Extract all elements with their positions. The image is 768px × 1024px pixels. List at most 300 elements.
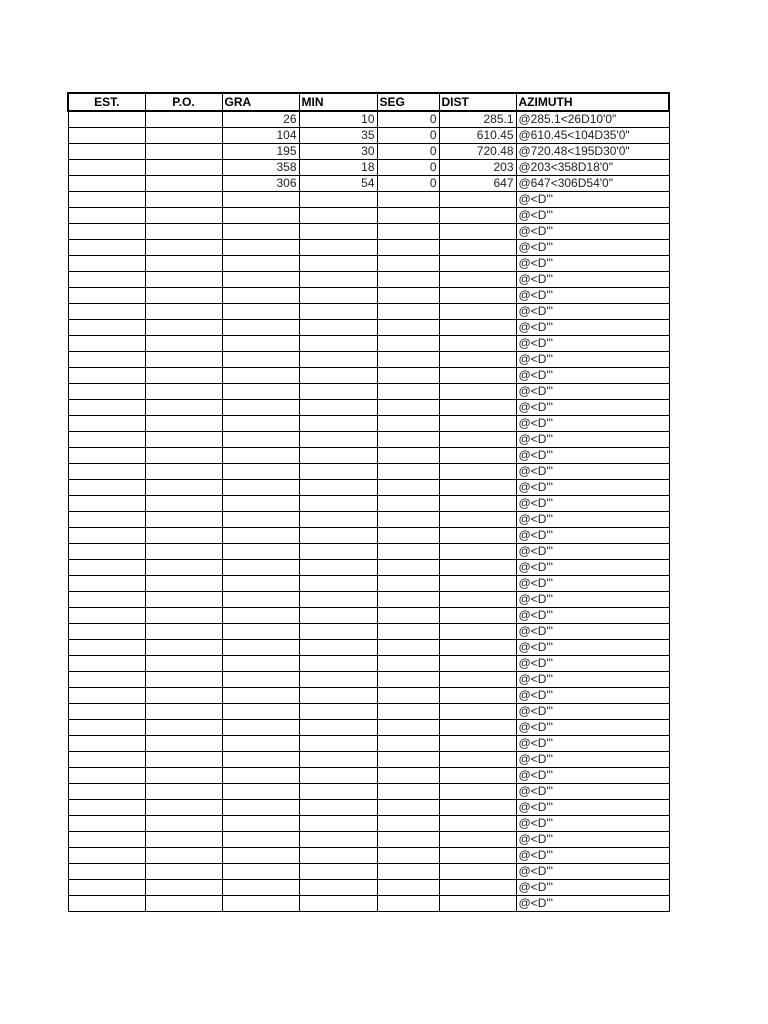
po-cell[interactable] bbox=[145, 512, 222, 528]
header-seg[interactable]: SEG bbox=[377, 93, 439, 111]
seg-cell[interactable] bbox=[377, 752, 439, 768]
header-po[interactable]: P.O. bbox=[145, 93, 222, 111]
gra-cell[interactable] bbox=[222, 592, 299, 608]
est-cell[interactable] bbox=[68, 544, 145, 560]
min-cell[interactable] bbox=[299, 464, 377, 480]
dist-cell[interactable] bbox=[439, 240, 516, 256]
azimuth-cell[interactable]: @<D'" bbox=[516, 592, 669, 608]
est-cell[interactable] bbox=[68, 672, 145, 688]
seg-cell[interactable] bbox=[377, 320, 439, 336]
dist-cell[interactable] bbox=[439, 480, 516, 496]
gra-cell[interactable] bbox=[222, 480, 299, 496]
seg-cell[interactable] bbox=[377, 624, 439, 640]
azimuth-cell[interactable]: @<D'" bbox=[516, 880, 669, 896]
azimuth-cell[interactable]: @<D'" bbox=[516, 272, 669, 288]
seg-cell[interactable] bbox=[377, 400, 439, 416]
min-cell[interactable]: 10 bbox=[299, 111, 377, 128]
seg-cell[interactable] bbox=[377, 384, 439, 400]
po-cell[interactable] bbox=[145, 560, 222, 576]
seg-cell[interactable] bbox=[377, 864, 439, 880]
azimuth-cell[interactable]: @<D'" bbox=[516, 832, 669, 848]
azimuth-cell[interactable]: @<D'" bbox=[516, 688, 669, 704]
gra-cell[interactable] bbox=[222, 640, 299, 656]
min-cell[interactable] bbox=[299, 560, 377, 576]
gra-cell[interactable] bbox=[222, 784, 299, 800]
gra-cell[interactable] bbox=[222, 816, 299, 832]
gra-cell[interactable] bbox=[222, 352, 299, 368]
min-cell[interactable] bbox=[299, 688, 377, 704]
azimuth-cell[interactable]: @<D'" bbox=[516, 544, 669, 560]
seg-cell[interactable] bbox=[377, 880, 439, 896]
est-cell[interactable] bbox=[68, 512, 145, 528]
est-cell[interactable] bbox=[68, 800, 145, 816]
gra-cell[interactable] bbox=[222, 416, 299, 432]
po-cell[interactable] bbox=[145, 736, 222, 752]
azimuth-cell[interactable]: @<D'" bbox=[516, 704, 669, 720]
est-cell[interactable] bbox=[68, 560, 145, 576]
dist-cell[interactable]: 720.48 bbox=[439, 144, 516, 160]
est-cell[interactable] bbox=[68, 224, 145, 240]
est-cell[interactable] bbox=[68, 784, 145, 800]
min-cell[interactable] bbox=[299, 256, 377, 272]
min-cell[interactable] bbox=[299, 640, 377, 656]
po-cell[interactable] bbox=[145, 672, 222, 688]
dist-cell[interactable] bbox=[439, 848, 516, 864]
est-cell[interactable] bbox=[68, 111, 145, 128]
po-cell[interactable] bbox=[145, 624, 222, 640]
dist-cell[interactable] bbox=[439, 304, 516, 320]
gra-cell[interactable] bbox=[222, 448, 299, 464]
azimuth-cell[interactable]: @<D'" bbox=[516, 416, 669, 432]
dist-cell[interactable] bbox=[439, 768, 516, 784]
gra-cell[interactable] bbox=[222, 288, 299, 304]
gra-cell[interactable] bbox=[222, 272, 299, 288]
azimuth-cell[interactable]: @<D'" bbox=[516, 304, 669, 320]
seg-cell[interactable]: 0 bbox=[377, 144, 439, 160]
gra-cell[interactable] bbox=[222, 240, 299, 256]
est-cell[interactable] bbox=[68, 704, 145, 720]
min-cell[interactable] bbox=[299, 544, 377, 560]
gra-cell[interactable] bbox=[222, 672, 299, 688]
min-cell[interactable] bbox=[299, 816, 377, 832]
dist-cell[interactable] bbox=[439, 816, 516, 832]
po-cell[interactable] bbox=[145, 288, 222, 304]
seg-cell[interactable] bbox=[377, 336, 439, 352]
min-cell[interactable] bbox=[299, 768, 377, 784]
est-cell[interactable] bbox=[68, 384, 145, 400]
po-cell[interactable] bbox=[145, 368, 222, 384]
po-cell[interactable] bbox=[145, 720, 222, 736]
min-cell[interactable] bbox=[299, 304, 377, 320]
dist-cell[interactable] bbox=[439, 656, 516, 672]
po-cell[interactable] bbox=[145, 176, 222, 192]
gra-cell[interactable] bbox=[222, 320, 299, 336]
dist-cell[interactable] bbox=[439, 224, 516, 240]
dist-cell[interactable] bbox=[439, 256, 516, 272]
gra-cell[interactable] bbox=[222, 560, 299, 576]
est-cell[interactable] bbox=[68, 304, 145, 320]
seg-cell[interactable] bbox=[377, 352, 439, 368]
seg-cell[interactable] bbox=[377, 304, 439, 320]
est-cell[interactable] bbox=[68, 768, 145, 784]
dist-cell[interactable] bbox=[439, 416, 516, 432]
seg-cell[interactable] bbox=[377, 256, 439, 272]
est-cell[interactable] bbox=[68, 688, 145, 704]
seg-cell[interactable] bbox=[377, 448, 439, 464]
min-cell[interactable] bbox=[299, 704, 377, 720]
azimuth-cell[interactable]: @<D'" bbox=[516, 240, 669, 256]
min-cell[interactable] bbox=[299, 368, 377, 384]
seg-cell[interactable] bbox=[377, 576, 439, 592]
est-cell[interactable] bbox=[68, 208, 145, 224]
min-cell[interactable] bbox=[299, 400, 377, 416]
gra-cell[interactable] bbox=[222, 736, 299, 752]
azimuth-cell[interactable]: @<D'" bbox=[516, 400, 669, 416]
dist-cell[interactable] bbox=[439, 272, 516, 288]
po-cell[interactable] bbox=[145, 240, 222, 256]
dist-cell[interactable] bbox=[439, 704, 516, 720]
po-cell[interactable] bbox=[145, 336, 222, 352]
est-cell[interactable] bbox=[68, 480, 145, 496]
azimuth-cell[interactable]: @<D'" bbox=[516, 816, 669, 832]
seg-cell[interactable] bbox=[377, 224, 439, 240]
seg-cell[interactable] bbox=[377, 432, 439, 448]
gra-cell[interactable] bbox=[222, 848, 299, 864]
azimuth-cell[interactable]: @<D'" bbox=[516, 560, 669, 576]
dist-cell[interactable] bbox=[439, 448, 516, 464]
est-cell[interactable] bbox=[68, 832, 145, 848]
seg-cell[interactable] bbox=[377, 672, 439, 688]
azimuth-cell[interactable]: @<D'" bbox=[516, 576, 669, 592]
min-cell[interactable]: 54 bbox=[299, 176, 377, 192]
gra-cell[interactable] bbox=[222, 384, 299, 400]
min-cell[interactable] bbox=[299, 880, 377, 896]
dist-cell[interactable] bbox=[439, 784, 516, 800]
min-cell[interactable] bbox=[299, 272, 377, 288]
azimuth-cell[interactable]: @610.45<104D35'0" bbox=[516, 128, 669, 144]
azimuth-cell[interactable]: @<D'" bbox=[516, 320, 669, 336]
min-cell[interactable] bbox=[299, 512, 377, 528]
min-cell[interactable]: 35 bbox=[299, 128, 377, 144]
gra-cell[interactable]: 26 bbox=[222, 111, 299, 128]
azimuth-cell[interactable]: @<D'" bbox=[516, 720, 669, 736]
est-cell[interactable] bbox=[68, 144, 145, 160]
azimuth-cell[interactable]: @<D'" bbox=[516, 288, 669, 304]
azimuth-cell[interactable]: @647<306D54'0" bbox=[516, 176, 669, 192]
est-cell[interactable] bbox=[68, 128, 145, 144]
gra-cell[interactable] bbox=[222, 864, 299, 880]
po-cell[interactable] bbox=[145, 352, 222, 368]
dist-cell[interactable] bbox=[439, 624, 516, 640]
est-cell[interactable] bbox=[68, 880, 145, 896]
po-cell[interactable] bbox=[145, 304, 222, 320]
po-cell[interactable] bbox=[145, 688, 222, 704]
dist-cell[interactable] bbox=[439, 720, 516, 736]
po-cell[interactable] bbox=[145, 432, 222, 448]
seg-cell[interactable]: 0 bbox=[377, 111, 439, 128]
seg-cell[interactable]: 0 bbox=[377, 160, 439, 176]
header-min[interactable]: MIN bbox=[299, 93, 377, 111]
seg-cell[interactable] bbox=[377, 464, 439, 480]
est-cell[interactable] bbox=[68, 272, 145, 288]
min-cell[interactable] bbox=[299, 800, 377, 816]
seg-cell[interactable] bbox=[377, 736, 439, 752]
seg-cell[interactable] bbox=[377, 192, 439, 208]
po-cell[interactable] bbox=[145, 752, 222, 768]
est-cell[interactable] bbox=[68, 288, 145, 304]
seg-cell[interactable] bbox=[377, 656, 439, 672]
dist-cell[interactable] bbox=[439, 672, 516, 688]
est-cell[interactable] bbox=[68, 576, 145, 592]
dist-cell[interactable] bbox=[439, 832, 516, 848]
seg-cell[interactable] bbox=[377, 848, 439, 864]
azimuth-cell[interactable]: @<D'" bbox=[516, 352, 669, 368]
azimuth-cell[interactable]: @<D'" bbox=[516, 432, 669, 448]
dist-cell[interactable] bbox=[439, 464, 516, 480]
gra-cell[interactable] bbox=[222, 208, 299, 224]
gra-cell[interactable] bbox=[222, 304, 299, 320]
azimuth-cell[interactable]: @<D'" bbox=[516, 496, 669, 512]
azimuth-cell[interactable]: @<D'" bbox=[516, 784, 669, 800]
est-cell[interactable] bbox=[68, 816, 145, 832]
azimuth-cell[interactable]: @<D'" bbox=[516, 448, 669, 464]
po-cell[interactable] bbox=[145, 528, 222, 544]
gra-cell[interactable] bbox=[222, 896, 299, 912]
min-cell[interactable] bbox=[299, 288, 377, 304]
azimuth-cell[interactable]: @<D'" bbox=[516, 800, 669, 816]
po-cell[interactable] bbox=[145, 192, 222, 208]
est-cell[interactable] bbox=[68, 176, 145, 192]
dist-cell[interactable] bbox=[439, 592, 516, 608]
min-cell[interactable] bbox=[299, 416, 377, 432]
min-cell[interactable] bbox=[299, 592, 377, 608]
dist-cell[interactable] bbox=[439, 864, 516, 880]
min-cell[interactable] bbox=[299, 528, 377, 544]
dist-cell[interactable] bbox=[439, 288, 516, 304]
seg-cell[interactable] bbox=[377, 208, 439, 224]
est-cell[interactable] bbox=[68, 240, 145, 256]
est-cell[interactable] bbox=[68, 464, 145, 480]
seg-cell[interactable] bbox=[377, 688, 439, 704]
dist-cell[interactable] bbox=[439, 736, 516, 752]
dist-cell[interactable] bbox=[439, 608, 516, 624]
est-cell[interactable] bbox=[68, 432, 145, 448]
min-cell[interactable] bbox=[299, 848, 377, 864]
min-cell[interactable] bbox=[299, 736, 377, 752]
min-cell[interactable] bbox=[299, 208, 377, 224]
azimuth-cell[interactable]: @<D'" bbox=[516, 384, 669, 400]
header-dist[interactable]: DIST bbox=[439, 93, 516, 111]
est-cell[interactable] bbox=[68, 160, 145, 176]
seg-cell[interactable] bbox=[377, 768, 439, 784]
est-cell[interactable] bbox=[68, 448, 145, 464]
min-cell[interactable] bbox=[299, 432, 377, 448]
min-cell[interactable] bbox=[299, 192, 377, 208]
po-cell[interactable] bbox=[145, 784, 222, 800]
azimuth-cell[interactable]: @<D'" bbox=[516, 656, 669, 672]
po-cell[interactable] bbox=[145, 208, 222, 224]
gra-cell[interactable] bbox=[222, 224, 299, 240]
po-cell[interactable] bbox=[145, 496, 222, 512]
seg-cell[interactable]: 0 bbox=[377, 176, 439, 192]
po-cell[interactable] bbox=[145, 576, 222, 592]
header-azimuth[interactable]: AZIMUTH bbox=[516, 93, 669, 111]
seg-cell[interactable]: 0 bbox=[377, 128, 439, 144]
est-cell[interactable] bbox=[68, 352, 145, 368]
azimuth-cell[interactable]: @<D'" bbox=[516, 768, 669, 784]
po-cell[interactable] bbox=[145, 656, 222, 672]
dist-cell[interactable] bbox=[439, 560, 516, 576]
est-cell[interactable] bbox=[68, 736, 145, 752]
po-cell[interactable] bbox=[145, 272, 222, 288]
est-cell[interactable] bbox=[68, 656, 145, 672]
po-cell[interactable] bbox=[145, 864, 222, 880]
est-cell[interactable] bbox=[68, 624, 145, 640]
azimuth-cell[interactable]: @<D'" bbox=[516, 624, 669, 640]
azimuth-cell[interactable]: @<D'" bbox=[516, 640, 669, 656]
gra-cell[interactable] bbox=[222, 800, 299, 816]
seg-cell[interactable] bbox=[377, 416, 439, 432]
seg-cell[interactable] bbox=[377, 240, 439, 256]
po-cell[interactable] bbox=[145, 800, 222, 816]
dist-cell[interactable]: 610.45 bbox=[439, 128, 516, 144]
po-cell[interactable] bbox=[145, 640, 222, 656]
po-cell[interactable] bbox=[145, 480, 222, 496]
est-cell[interactable] bbox=[68, 640, 145, 656]
po-cell[interactable] bbox=[145, 128, 222, 144]
seg-cell[interactable] bbox=[377, 496, 439, 512]
dist-cell[interactable] bbox=[439, 544, 516, 560]
gra-cell[interactable] bbox=[222, 496, 299, 512]
dist-cell[interactable] bbox=[439, 640, 516, 656]
min-cell[interactable] bbox=[299, 336, 377, 352]
est-cell[interactable] bbox=[68, 416, 145, 432]
gra-cell[interactable] bbox=[222, 192, 299, 208]
gra-cell[interactable] bbox=[222, 528, 299, 544]
seg-cell[interactable] bbox=[377, 704, 439, 720]
est-cell[interactable] bbox=[68, 864, 145, 880]
dist-cell[interactable] bbox=[439, 512, 516, 528]
gra-cell[interactable] bbox=[222, 720, 299, 736]
po-cell[interactable] bbox=[145, 832, 222, 848]
azimuth-cell[interactable]: @<D'" bbox=[516, 336, 669, 352]
po-cell[interactable] bbox=[145, 880, 222, 896]
seg-cell[interactable] bbox=[377, 784, 439, 800]
azimuth-cell[interactable]: @<D'" bbox=[516, 896, 669, 912]
est-cell[interactable] bbox=[68, 592, 145, 608]
min-cell[interactable] bbox=[299, 320, 377, 336]
seg-cell[interactable] bbox=[377, 512, 439, 528]
dist-cell[interactable] bbox=[439, 400, 516, 416]
est-cell[interactable] bbox=[68, 336, 145, 352]
seg-cell[interactable] bbox=[377, 896, 439, 912]
seg-cell[interactable] bbox=[377, 560, 439, 576]
azimuth-cell[interactable]: @<D'" bbox=[516, 480, 669, 496]
po-cell[interactable] bbox=[145, 544, 222, 560]
dist-cell[interactable]: 647 bbox=[439, 176, 516, 192]
min-cell[interactable] bbox=[299, 864, 377, 880]
gra-cell[interactable] bbox=[222, 752, 299, 768]
gra-cell[interactable]: 306 bbox=[222, 176, 299, 192]
dist-cell[interactable] bbox=[439, 208, 516, 224]
seg-cell[interactable] bbox=[377, 272, 439, 288]
po-cell[interactable] bbox=[145, 256, 222, 272]
gra-cell[interactable] bbox=[222, 464, 299, 480]
gra-cell[interactable] bbox=[222, 624, 299, 640]
est-cell[interactable] bbox=[68, 320, 145, 336]
po-cell[interactable] bbox=[145, 416, 222, 432]
seg-cell[interactable] bbox=[377, 528, 439, 544]
po-cell[interactable] bbox=[145, 400, 222, 416]
azimuth-cell[interactable]: @<D'" bbox=[516, 848, 669, 864]
azimuth-cell[interactable]: @<D'" bbox=[516, 672, 669, 688]
azimuth-cell[interactable]: @203<358D18'0" bbox=[516, 160, 669, 176]
po-cell[interactable] bbox=[145, 448, 222, 464]
gra-cell[interactable]: 104 bbox=[222, 128, 299, 144]
po-cell[interactable] bbox=[145, 320, 222, 336]
dist-cell[interactable] bbox=[439, 800, 516, 816]
azimuth-cell[interactable]: @<D'" bbox=[516, 256, 669, 272]
est-cell[interactable] bbox=[68, 608, 145, 624]
azimuth-cell[interactable]: @<D'" bbox=[516, 208, 669, 224]
po-cell[interactable] bbox=[145, 608, 222, 624]
dist-cell[interactable] bbox=[439, 432, 516, 448]
min-cell[interactable] bbox=[299, 832, 377, 848]
dist-cell[interactable] bbox=[439, 320, 516, 336]
min-cell[interactable]: 30 bbox=[299, 144, 377, 160]
header-gra[interactable]: GRA bbox=[222, 93, 299, 111]
po-cell[interactable] bbox=[145, 464, 222, 480]
po-cell[interactable] bbox=[145, 816, 222, 832]
dist-cell[interactable]: 203 bbox=[439, 160, 516, 176]
gra-cell[interactable] bbox=[222, 656, 299, 672]
gra-cell[interactable] bbox=[222, 576, 299, 592]
gra-cell[interactable] bbox=[222, 544, 299, 560]
po-cell[interactable] bbox=[145, 111, 222, 128]
po-cell[interactable] bbox=[145, 704, 222, 720]
dist-cell[interactable] bbox=[439, 528, 516, 544]
dist-cell[interactable] bbox=[439, 688, 516, 704]
po-cell[interactable] bbox=[145, 592, 222, 608]
dist-cell[interactable] bbox=[439, 752, 516, 768]
azimuth-cell[interactable]: @<D'" bbox=[516, 464, 669, 480]
po-cell[interactable] bbox=[145, 160, 222, 176]
seg-cell[interactable] bbox=[377, 480, 439, 496]
est-cell[interactable] bbox=[68, 848, 145, 864]
min-cell[interactable] bbox=[299, 656, 377, 672]
min-cell[interactable] bbox=[299, 896, 377, 912]
est-cell[interactable] bbox=[68, 496, 145, 512]
gra-cell[interactable] bbox=[222, 880, 299, 896]
est-cell[interactable] bbox=[68, 896, 145, 912]
seg-cell[interactable] bbox=[377, 544, 439, 560]
seg-cell[interactable] bbox=[377, 608, 439, 624]
est-cell[interactable] bbox=[68, 528, 145, 544]
gra-cell[interactable] bbox=[222, 832, 299, 848]
min-cell[interactable] bbox=[299, 752, 377, 768]
gra-cell[interactable] bbox=[222, 704, 299, 720]
azimuth-cell[interactable]: @<D'" bbox=[516, 736, 669, 752]
azimuth-cell[interactable]: @<D'" bbox=[516, 528, 669, 544]
seg-cell[interactable] bbox=[377, 592, 439, 608]
min-cell[interactable]: 18 bbox=[299, 160, 377, 176]
seg-cell[interactable] bbox=[377, 720, 439, 736]
gra-cell[interactable] bbox=[222, 768, 299, 784]
seg-cell[interactable] bbox=[377, 640, 439, 656]
min-cell[interactable] bbox=[299, 384, 377, 400]
min-cell[interactable] bbox=[299, 608, 377, 624]
est-cell[interactable] bbox=[68, 192, 145, 208]
